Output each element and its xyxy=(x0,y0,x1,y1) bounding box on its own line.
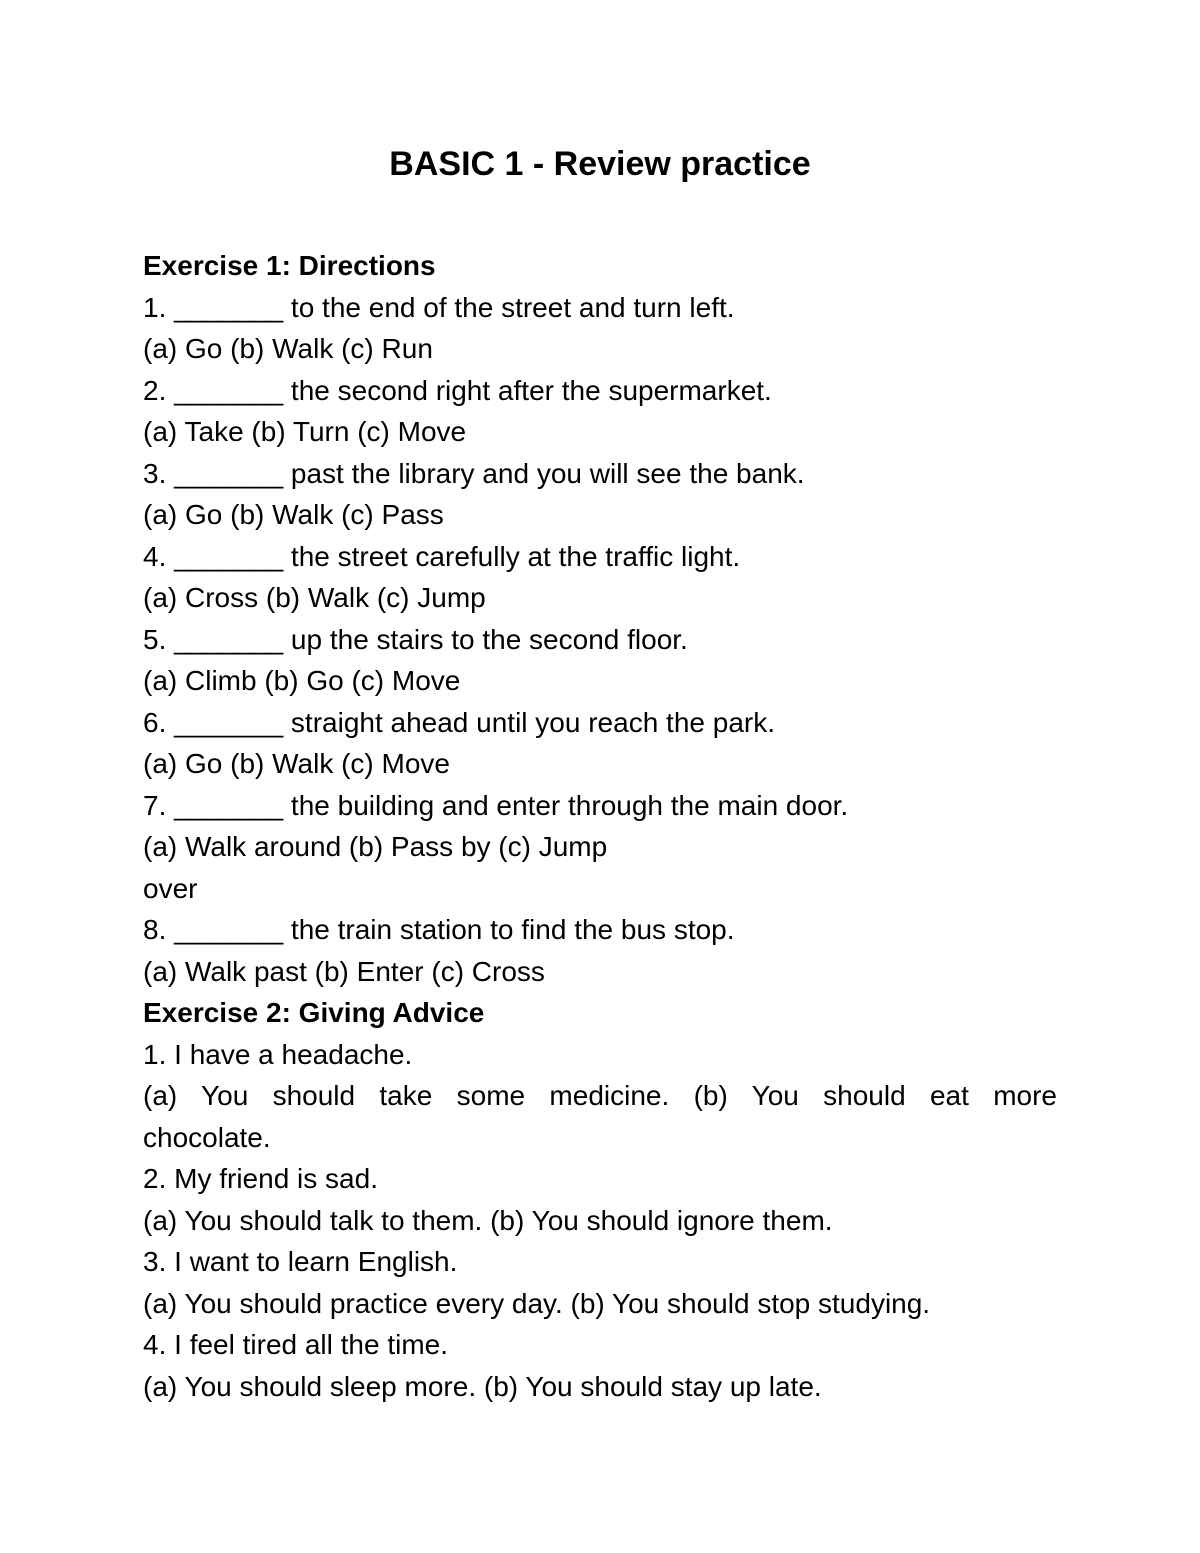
exercise-2-options-3: (a) You should practice every day. (b) You should stop studying. xyxy=(143,1287,931,1319)
page-title: BASIC 1 - Review practice xyxy=(389,145,811,183)
exercise-2-options-2: (a) You should talk to them. (b) You should ignore them. xyxy=(143,1204,833,1236)
exercise-1-options-7-continued: over xyxy=(143,872,198,904)
exercise-1-question-4: 4. _______ the street carefully at the traffic light. xyxy=(143,540,741,572)
exercise-1-options-1: (a) Go (b) Walk (c) Run xyxy=(143,333,433,364)
exercise-1-options-3: (a) Go (b) Walk (c) Pass xyxy=(143,499,444,530)
document-body xyxy=(143,245,1057,1407)
exercise-1-question-8: 8. _______ the train station to find the bus stop. xyxy=(143,914,735,945)
exercise-2-question-1: 1. I have a headache. xyxy=(143,1038,413,1070)
exercise-2-heading: Exercise 2: Giving Advice xyxy=(143,997,485,1028)
exercise-1-options-5: (a) Climb (b) Go (c) Move xyxy=(143,665,461,696)
exercise-1-options-2: (a) Take (b) Turn (c) Move xyxy=(143,416,467,447)
exercise-2-question-3: 3. I want to learn English. xyxy=(143,1246,458,1277)
exercise-1-options-6: (a) Go (b) Walk (c) Move xyxy=(143,748,450,779)
exercise-2-options-1: (a) You should take some medicine. (b) You should eat more xyxy=(143,1080,1057,1111)
exercise-2-question-4: 4. I feel tired all the time. xyxy=(143,1329,449,1360)
exercise-1-options-8: (a) Walk past (b) Enter (c) Cross xyxy=(143,955,545,987)
exercise-1-question-3: 3. _______ past the library and you will see the bank. xyxy=(143,457,805,489)
exercise-1-question-6: 6. _______ straight ahead until you reach the park. xyxy=(143,706,775,738)
exercise-1-question-1: 1. _______ to the end of the street and turn left. xyxy=(143,291,735,323)
exercise-1-options-7: (a) Walk around (b) Pass by (c) Jump xyxy=(143,831,608,862)
exercise-1-question-2: 2. _______ the second right after the supermarket. xyxy=(143,374,772,406)
exercise-2-question-2: 2. My friend is sad. xyxy=(143,1163,378,1194)
exercise-2-options-4: (a) You should sleep more. (b) You should stay up late. xyxy=(143,1370,822,1402)
exercise-1-options-4: (a) Cross (b) Walk (c) Jump xyxy=(143,582,486,613)
exercise-1-question-5: 5. _______ up the stairs to the second floor. xyxy=(143,623,688,655)
exercise-1-heading: Exercise 1: Directions xyxy=(143,250,436,281)
exercise-1-question-7: 7. _______ the building and enter through the main door. xyxy=(143,789,849,821)
exercise-2-options-1-continued: chocolate. xyxy=(143,1121,271,1153)
